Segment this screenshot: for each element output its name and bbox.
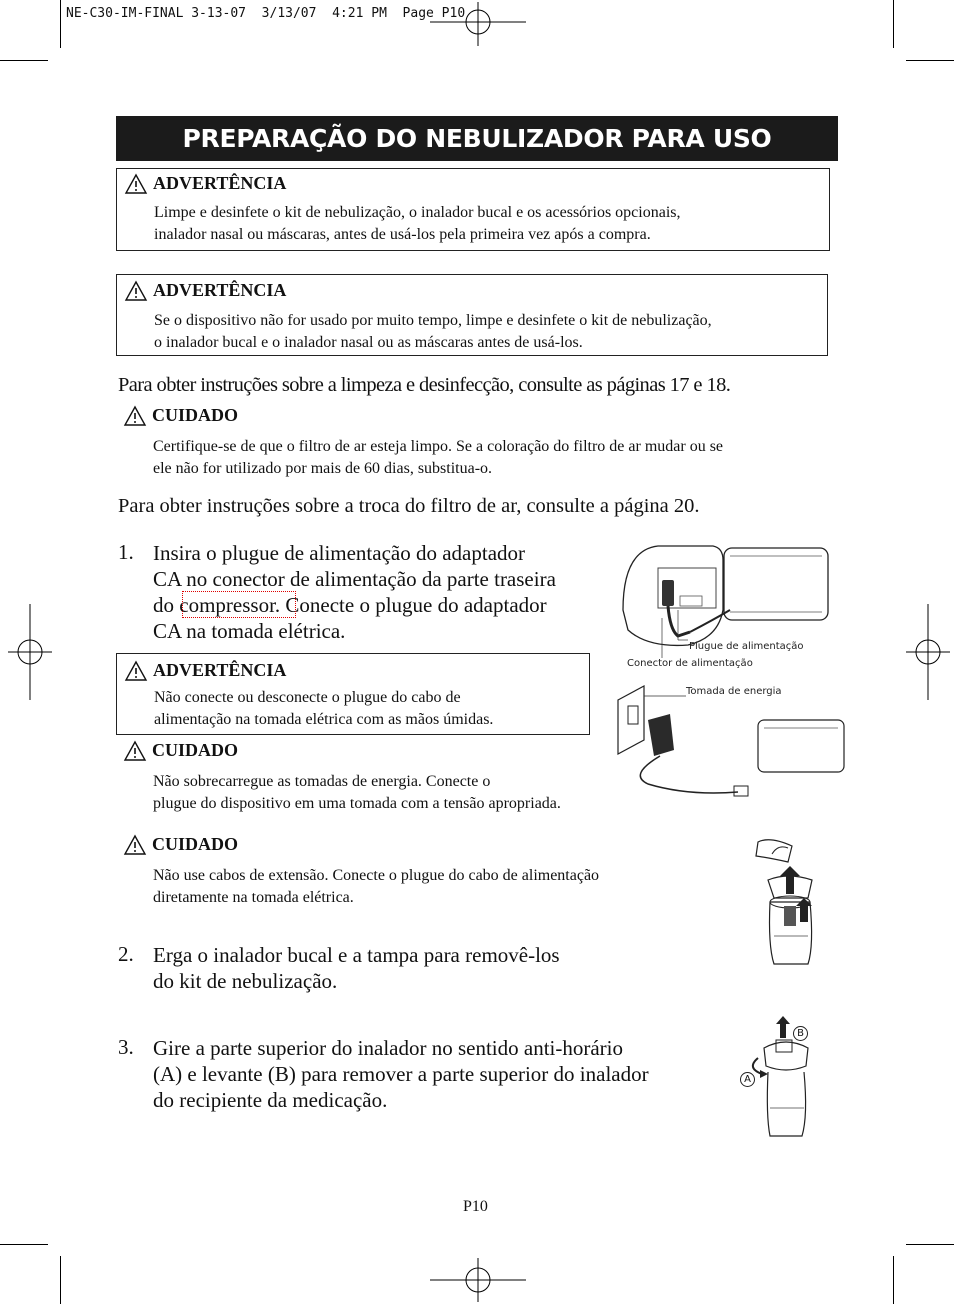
warning-heading-text: ADVERTÊNCIA [153,280,287,300]
crop-mark [0,1244,48,1245]
text-line: Certifique-se de que o filtro de ar esteja limpo. Se a coloração do filtro de ar mudar ou se [153,438,724,455]
warning-text [154,310,712,354]
warning-text [154,687,493,731]
crop-mark [906,1244,954,1245]
text-line: Não conecte ou desconecte o plugue do cabo de [154,689,461,706]
step-text-3 [153,1035,649,1113]
caution-text-2 [153,771,561,815]
text-line: Não use cabos de extensão. Conecte o plugue do cabo de alimentação [153,867,600,884]
crop-mark [906,60,954,61]
warning-heading [125,173,286,194]
text-line: o inalador bucal e o inalador nasal ou as máscaras antes de usá-los. [154,334,583,351]
warning-triangle-icon [125,661,147,681]
caution-triangle-icon [124,406,146,426]
text-line: Gire a parte superior do inalador no sentido anti-horário [153,1036,624,1060]
warning-heading [125,660,286,681]
text-line: do compressor. Conecte o plugue do adaptador [153,593,547,617]
caution-heading-1 [124,405,238,426]
page-title: PREPARAÇÃO DO NEBULIZADOR PARA USO [116,116,838,161]
text-line: Limpe e desinfete o kit de nebulização, o inalador bucal e os acessórios opcionais, [154,204,681,221]
step-text-2 [153,942,560,994]
text-line: CA na tomada elétrica. [153,619,346,643]
label-leader-lines [640,610,730,660]
caution-heading-3 [124,834,238,855]
connector-label: Conector de alimentação [627,658,753,669]
text-line: inalador nasal ou máscaras, antes de usá-los pela primeira vez após a compra. [154,226,651,243]
caution-heading-2 [124,740,238,761]
warning-text [154,202,680,246]
label-a: A [740,1072,755,1087]
registration-mark-bottom [430,1258,526,1302]
step-number-3: 3. [118,1035,134,1059]
warning-box-2 [116,274,828,356]
filter-reference: Para obter instruções sobre a troca do filtro de ar, consulte a página 20. [118,495,700,517]
caution-heading-text: CUIDADO [152,740,239,760]
text-line: Se o dispositivo não for usado por muito tempo, limpe e desinfete o kit de nebulização, [154,312,712,329]
registration-mark-right [906,604,950,700]
crop-mark [0,60,48,61]
step-number-2: 2. [118,942,134,966]
text-line: Insira o plugue de alimentação do adaptador [153,541,526,565]
nebulizer-cap-removal-illustration [748,836,828,968]
crop-mark [60,1256,61,1304]
warning-triangle-icon [125,281,147,301]
caution-triangle-icon [124,741,146,761]
page-number: P10 [463,1198,488,1215]
registration-mark-top [430,2,526,46]
text-line: do recipiente da medicação. [153,1088,388,1112]
warning-heading-text: ADVERTÊNCIA [153,660,287,680]
text-line: diretamente na tomada elétrica. [153,889,354,906]
text-line: Erga o inalador bucal e a tampa para removê-los [153,943,560,967]
text-line: CA no conector de alimentação da parte traseira [153,567,556,591]
caution-triangle-icon [124,835,146,855]
outlet-adapter-illustration [618,680,848,810]
text-line: ele não for utilizado por mais de 60 dias, substitua-o. [153,460,493,477]
text-line: plugue do dispositivo em uma tomada com a tensão apropriada. [153,795,561,812]
text-line: alimentação na tomada elétrica com as mãos úmidas. [154,711,494,728]
warning-triangle-icon [125,174,147,194]
highlight-marker [182,591,296,618]
registration-mark-left [8,604,52,700]
caution-heading-text: CUIDADO [152,834,239,854]
outlet-label: Tomada de energia [686,686,782,697]
text-line: do kit de nebulização. [153,969,338,993]
caution-text-1 [153,436,723,480]
text-line: Não sobrecarregue as tomadas de energia. Conecte o [153,773,491,790]
label-b: B [793,1026,808,1041]
warning-box-1 [116,168,830,251]
crop-mark [893,1256,894,1304]
step-number-1: 1. [118,540,134,564]
warning-heading-text: ADVERTÊNCIA [153,173,287,193]
plug-label: Plugue de alimentação [689,641,804,652]
print-header: NE-C30-IM-FINAL 3-13-07 3/13/07 4:21 PM Page P10 [66,6,466,21]
cleaning-reference: Para obter instruções sobre a limpeza e desinfecção, consulte as páginas 17 e 18. [118,374,731,396]
text-line: (A) e levante (B) para remover a parte superior do inalador [153,1062,649,1086]
crop-mark [60,0,61,48]
caution-heading-text: CUIDADO [152,405,239,425]
caution-text-3 [153,865,599,909]
warning-heading [125,280,286,301]
crop-mark [893,0,894,48]
warning-box-3 [116,653,590,735]
